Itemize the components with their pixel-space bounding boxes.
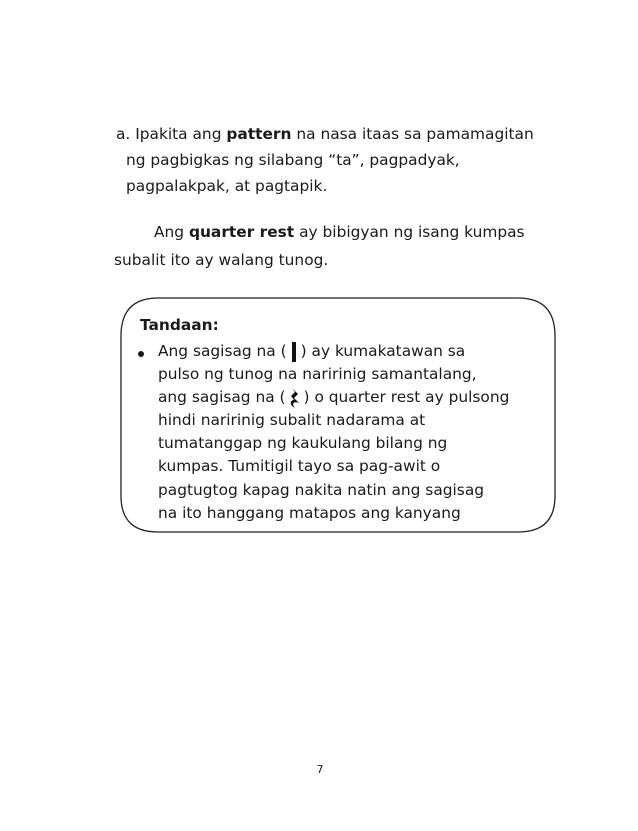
quarter-rest-paragraph [114,218,584,274]
pattern-bold-term: pattern [226,125,292,143]
tandaan-line-2: pulso ng tunog na naririnig samantalang, [158,365,477,384]
instruction-line-1: a. Ipakita ang pattern na nasa itaas sa pamamagitan [116,125,534,143]
tandaan-line-4: hindi naririnig subalit nadarama at [158,411,426,430]
tandaan-line-6: kumpas. Tumitigil tayo sa pag-awit o [158,457,441,476]
bullet-icon [138,351,144,357]
quarter-rest-line-1: Ang quarter rest ay bibigyan ng isang kumpas [154,223,525,241]
quarter-rest-icon [288,387,302,409]
tandaan-line-8: na ito hanggang matapos ang kanyang [158,503,461,522]
quarter-rest-bold-term: quarter rest [188,223,295,241]
tandaan-title: Tandaan: [140,316,219,334]
tandaan-text [158,340,550,525]
page-number: 7 [316,763,324,776]
instruction-line-3: pagpalakpak, at pagtapik. [126,177,328,195]
tandaan-line-3: ang sagisag na ( ) o quarter rest ay pulsong [158,386,550,409]
instruction-line-2: ng pagbigkas ng silabang “ta”, pagpadyak, [126,151,460,169]
quarter-note-stem-icon [289,341,299,363]
tandaan-box [118,296,558,534]
tandaan-line-1: Ang sagisag na ( ) ay kumakatawan sa [158,340,550,363]
quarter-rest-line-2: subalit ito ay walang tunog. [114,251,329,269]
tandaan-line-7: pagtugtog kapag nakita natin ang sagisag [158,480,485,499]
instruction-paragraph-a [116,121,586,199]
tandaan-line-5: tumatanggap ng kaukulang bilang ng [158,434,448,453]
